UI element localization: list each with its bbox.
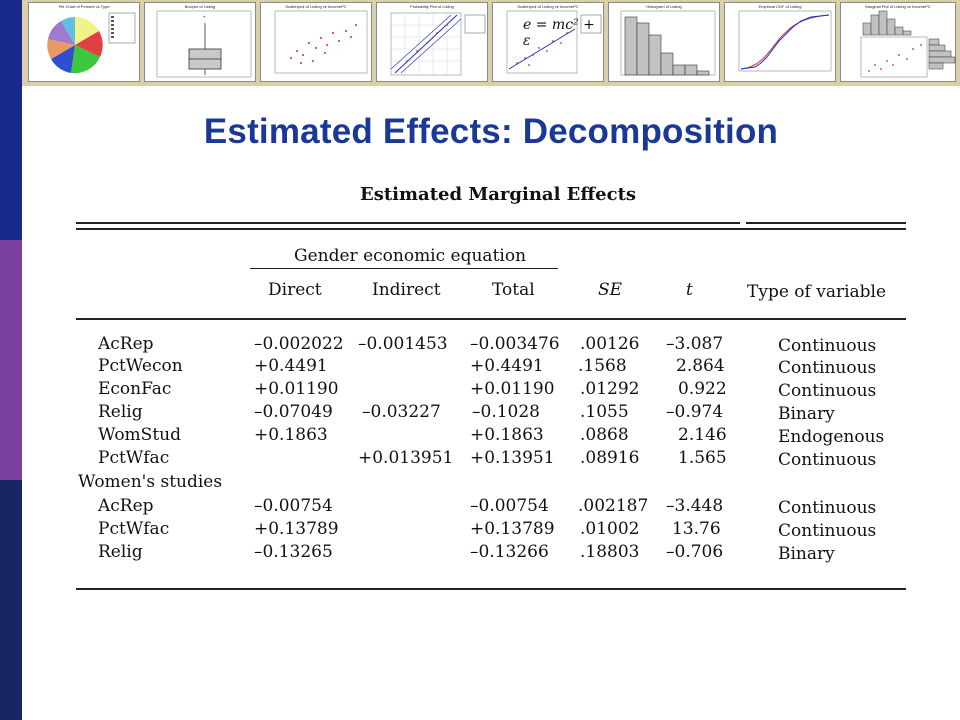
cell-se: .00126	[580, 334, 640, 354]
col-header-indirect: Indirect	[372, 280, 441, 300]
cell-type: Continuous	[778, 381, 877, 401]
thumbnail-marginal-plot	[840, 2, 956, 82]
equation-text: e = mc² + ε	[523, 17, 595, 49]
cell-total: –0.13266	[470, 542, 549, 562]
cell-direct: –0.13265	[254, 542, 333, 562]
row-label: WomStud	[98, 425, 181, 445]
cell-type: Continuous	[778, 358, 877, 378]
table-bottom-rule	[76, 588, 906, 590]
thumbnail-strip	[22, 0, 960, 86]
cell-se: .002187	[578, 496, 649, 516]
thumbnail-title: Probability Plot of Listing	[410, 4, 454, 9]
cell-type: Continuous	[778, 450, 877, 470]
cell-indirect: +0.013951	[358, 448, 454, 468]
cell-total: –0.00754	[470, 496, 549, 516]
cell-total: –0.003476	[470, 334, 560, 354]
probability-plot-graphic	[377, 3, 489, 83]
thumbnail-probability-plot	[376, 2, 488, 82]
cell-direct: +0.01190	[254, 379, 339, 399]
group-header: Gender economic equation	[294, 246, 527, 266]
svg-text:*: *	[203, 15, 206, 21]
marginal-plot-graphic	[841, 3, 957, 83]
cell-total: +0.13951	[470, 448, 555, 468]
header-bottom-rule	[76, 318, 906, 320]
col-header-se: SE	[598, 280, 623, 300]
cell-total: +0.1863	[470, 425, 544, 445]
row-label: AcRep	[98, 334, 154, 354]
table-top-rule	[76, 222, 740, 224]
row-label: Relig	[98, 402, 143, 422]
cell-direct: +0.4491	[254, 356, 328, 376]
cell-t: –0.974	[666, 402, 724, 422]
cell-type: Continuous	[778, 498, 877, 518]
cell-se: .01292	[580, 379, 640, 399]
accent-segment-top	[0, 0, 22, 240]
cell-type: Endogenous	[778, 427, 885, 447]
cell-t: 2.864	[676, 356, 725, 376]
cell-se: .08916	[580, 448, 640, 468]
cell-total: +0.01190	[470, 379, 555, 399]
group-header-rule	[250, 268, 558, 269]
cell-t: 1.565	[678, 448, 727, 468]
thumbnail-ecdf	[724, 2, 836, 82]
cell-t: –0.706	[666, 542, 724, 562]
cell-t: 0.922	[678, 379, 727, 399]
row-label: PctWfac	[98, 519, 170, 539]
accent-segment-bottom	[0, 480, 22, 720]
cell-direct: +0.13789	[254, 519, 339, 539]
row-label: EconFac	[98, 379, 172, 399]
cell-se: .1055	[580, 402, 629, 422]
cell-direct: –0.002022	[254, 334, 344, 354]
table-top-rule-2	[76, 228, 906, 230]
cell-t: 13.76	[672, 519, 721, 539]
thumbnail-regression-plot	[492, 2, 604, 82]
cell-type: Continuous	[778, 521, 877, 541]
cell-indirect: –0.001453	[358, 334, 448, 354]
row-label: PctWfac	[98, 448, 170, 468]
cell-total: +0.4491	[470, 356, 544, 376]
cell-type: Continuous	[778, 336, 877, 356]
thumbnail-title: Pie Chart of Percent vs Type	[58, 4, 110, 9]
scatterplot-graphic	[261, 3, 373, 83]
col-header-type: Type of variable	[747, 282, 887, 302]
thumbnail-histogram	[608, 2, 720, 82]
slide-title: Estimated Effects: Decomposition	[203, 112, 779, 151]
cell-t: –3.087	[666, 334, 724, 354]
thumbnail-title: Boxplot of Listing	[184, 4, 216, 9]
cell-se: .18803	[580, 542, 640, 562]
thumbnail-boxplot	[144, 2, 256, 82]
boxplot-graphic	[145, 3, 257, 83]
row-label: Relig	[98, 542, 143, 562]
thumbnail-title: Histogram of Listing	[646, 4, 682, 9]
thumbnail-title: Marginal Plot of Listing vs IncomePC	[865, 4, 931, 9]
histogram-graphic	[609, 3, 721, 83]
ecdf-graphic	[725, 3, 837, 83]
table-title: Estimated Marginal Effects	[360, 184, 637, 205]
col-header-t: t	[686, 280, 693, 300]
cell-total: +0.13789	[470, 519, 555, 539]
cell-t: 2.146	[678, 425, 727, 445]
cell-indirect: –0.03227	[362, 402, 441, 422]
section-label-womens-studies: Women's studies	[78, 472, 223, 492]
left-accent-bar	[0, 0, 22, 720]
cell-direct: –0.07049	[254, 402, 333, 422]
cell-se: .1568	[578, 356, 627, 376]
table-top-rule-right	[746, 222, 906, 224]
thumbnail-title: Scatterplot of Listing vs IncomePC	[285, 4, 347, 9]
cell-total: –0.1028	[472, 402, 540, 422]
cell-type: Binary	[778, 404, 835, 424]
accent-segment-middle	[0, 240, 22, 480]
cell-t: –3.448	[666, 496, 724, 516]
cell-direct: +0.1863	[254, 425, 328, 445]
row-label: PctWecon	[98, 356, 183, 376]
thumbnail-title: Empirical CDF of Listing	[758, 4, 802, 9]
cell-se: .01002	[580, 519, 640, 539]
thumbnail-pie-chart	[28, 2, 140, 82]
col-header-direct: Direct	[268, 280, 322, 300]
thumbnail-title: Scatterplot of Listing vs IncomePC	[517, 4, 579, 9]
pie-chart-graphic	[29, 3, 141, 83]
thumbnail-scatterplot	[260, 2, 372, 82]
row-label: AcRep	[98, 496, 154, 516]
cell-type: Binary	[778, 544, 835, 564]
cell-direct: –0.00754	[254, 496, 333, 516]
cell-se: .0868	[580, 425, 629, 445]
col-header-total: Total	[492, 280, 535, 300]
